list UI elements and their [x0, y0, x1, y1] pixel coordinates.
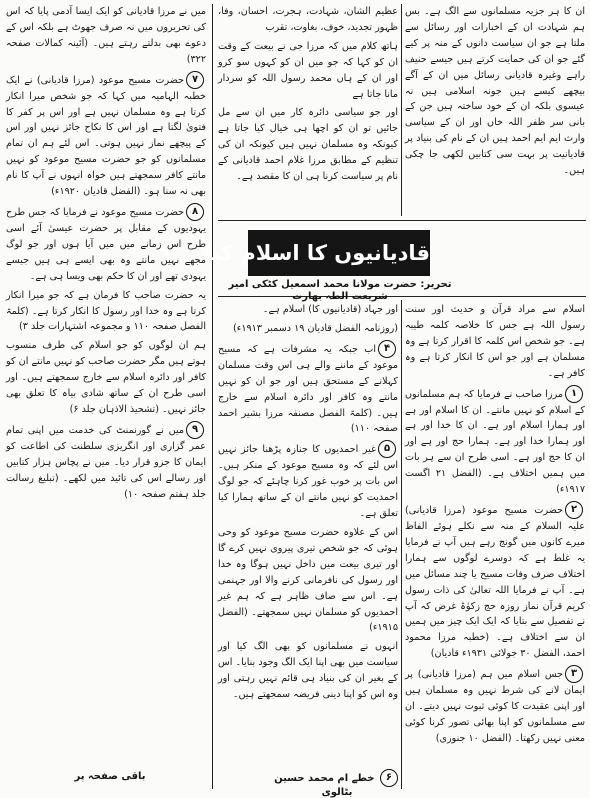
item-number: ۶ — [380, 769, 398, 787]
paragraph: یہ حضرت صاحب کا فرمان ہے کہ جو میرا انکار کرتا ہے وہ خدا اور رسول کا انکار کرتا ہے۔ (کلمۃ الفصل صفحہ ۱۱۰ و مجموعہ اشتہارات جلد ۳) — [6, 289, 206, 333]
item-number: ۹ — [186, 421, 204, 439]
paragraph — [6, 71, 206, 200]
paragraph-text: میں نے گورنمنٹ کی خدمت میں اپنی تمام عمر گزاری اور انگریزی سلطنت کی اطاعت کو ایمان کا جزو قرار دیا۔ میں نے پچاس ہزار کتابیں اور رسالے اس کی تائید میں لکھے۔ (تبلیغ رسالت جلد ہفتم صفحہ ۱۰) — [6, 424, 206, 500]
paragraph — [405, 385, 585, 498]
paragraph: انہوں نے مسلمانوں کو بھی الگ کیا اور سیاست میں بھی اپنا ایک الگ وجود بنایا۔ اس کے بغیر ان کی بنیاد ہی قائم نہیں رہتی اور وہ اس کو اپنا دینی فریضہ سمجھتے ہیں۔ — [218, 641, 398, 701]
paragraph: اور جہاد (قادیانیوں کا) اسلام ہے۔ — [262, 304, 398, 315]
paragraph-text: جس اسلام میں ہم (مرزا قادیانی) پر ایمان لانے کی شرط نہیں وہ مسلمان ہیں اور اپنی عقیدت کا کوئی ثبوت نہیں دیتے۔ ان سے مسلمانوں کو اپنا بھائی تصور کرنا کوئی معنی نہیں رکھتا۔ (الفضل ۱۰ جنوری) — [405, 669, 585, 744]
paragraph-text: غیر احمدیوں کا جنازہ پڑھنا جائز نہیں اس لئے کہ وہ مسیح موعود کے منکر ہیں۔ اس بات پر خوب غور کرنا چاہئے کہ جو لوگ احمدیت کو نہیں مانتے ان کے ساتھ ہمارا کیا تعلق ہے۔ — [218, 444, 398, 520]
headline-banner: قادیانیوں کا اسلام کیا ہے؟ — [248, 230, 430, 276]
column-divider — [401, 300, 402, 789]
article-column-bottom-middle — [218, 302, 398, 764]
item-number: ۲ — [565, 501, 583, 519]
paragraph: ہاتھ کلام میں کہ مرزا جی نے بیعت کے وقت ان کو کہا کہ جو میں ان کو کہوں سو کرو اور ان کے ہاں محمد رسول اللہ کو سردار مانا جاتا ہے — [218, 40, 398, 100]
paragraph: ہم ان لوگوں کو جو اسلام کی طرف منسوب ہوتے ہیں مگر حضرت صاحب کو نہیں مانتے ان کو کافر اور دائرہ اسلام سے خارج سمجھتے ہیں۔ اور اسی طرح ان کے ساتھ شادی بیاہ کا تعلق بھی جائز نہیں۔ (تشحیذ الاذہان جلد ۶) — [6, 340, 206, 415]
paragraph — [218, 440, 398, 522]
column-divider — [212, 4, 213, 789]
article-column-bottom-right — [405, 302, 585, 788]
paragraph-text: اب جبکہ یہ مشرفات ہے کہ مسیح موعود کے ماننے والے ہی اس وقت مسلمان کہلانے کے مستحق ہیں اور جو ان کو نہیں مانتے وہ کافر اور دائرہ اسلام سے خارج ہیں۔ (کلمۃ الفصل مصنفہ مرزا بشیر احمد صفحہ ۱۱۰) — [218, 343, 398, 435]
author-name: خطے ام محمد حسین بٹالوی — [274, 773, 375, 798]
horizontal-rule — [218, 220, 586, 221]
paragraph: اس کے علاوہ حضرت مسیح موعود کو وحی ہوئی کہ جو شخص تیری پیروی نہیں کرے گا اور تیری بیعت میں داخل نہیں ہوگا وہ خدا اور رسول کی نافرمانی کرنے والا اور جہنمی ہے۔ اس سے صاف ظاہر ہے کہ ہم غیر احمدیوں کو مسلمان نہیں سمجھتے۔ (الفضل ۱۹۱۵ء) — [218, 526, 398, 634]
paragraph-text: حضرت مسیح موعود (مرزا قادیانی) علیہ السلام کے منہ سے نکلے ہوئے الفاظ میرے کانوں میں گونج رہے ہیں آپ نے فرمایا یہ غلط ہے کہ دوسرے لوگوں سے ہمارا اختلاف صرف وفات مسیح یا چند مسائل میں ہے۔ آپ نے فرمایا اللہ تعالیٰ کی ذات رسول کریم قرآن نماز روزہ حج زکوٰۃ غرض کہ آپ نے تفصیل سے بتایا کہ ایک ایک چیز میں ہمیں ان سے اختلاف ہے۔ (خطبہ مرزا محمود احمد، الفضل ۳۰ جولائی ۱۹۳۱ء قادیان) — [405, 504, 585, 660]
paragraph: میں نے مرزا قادیانی کو ایک ایسا آدمی پایا کہ اس کی تحریروں میں نہ صرف جھوٹ ہے بلکہ اس کے دعوے بھی بدلتے رہتے ہیں۔ (آئینہ کمالات صفحہ ۳۲۲) — [6, 6, 206, 65]
paragraph — [405, 501, 585, 662]
author-footer — [262, 769, 412, 798]
byline: تحریر: حضرت مولانا محمد اسمعیل کٹکی امیر شریعت الطہ بھارت — [228, 279, 452, 302]
paragraph — [405, 665, 585, 747]
paragraph: اور جو سیاسی دائرہ کار میں ان سے مل جائیں تو ان کو اچھا ہی خیال کیا جاتا ہے کیونکہ وہ مسلمان نہیں ہیں کیونکہ ان کی تنظیم کے مطابق مرزا غلام احمد قادیانی کے نام پر سیاست کرنا ہی ان کا مقصد ہے۔ — [218, 107, 398, 183]
item-number: ۳ — [565, 665, 583, 683]
paragraph: اسلام سے مراد قرآن و حدیث اور سنت رسول اللہ ہے جس کا خلاصہ کلمہ طیبہ ہے۔ جو شخص اس کلمہ کا اقرار کرتا ہے وہ مسلمان ہے اور جو اس کا انکار کرتا ہے وہ کافر ہے۔ — [405, 304, 585, 379]
paragraph-text: مرزا صاحب نے فرمایا کہ ہم مسلمانوں کے اسلام کو نہیں مانتے۔ ان کا اسلام اور ہے اور ہمارا اسلام اور ہے۔ ان کا خدا اور ہے اور ہمارا خدا اور ہے۔ ہمارا حج اور ہے اور ان کا حج اور ہے۔ اسی طرح ان سے ہر بات میں ہمیں اختلاف ہے۔ (الفضل ۲۱ اگست ۱۹۱۷ء) — [405, 388, 585, 496]
paragraph — [218, 340, 398, 438]
column-divider — [401, 4, 402, 216]
continued-note: باقی صفحہ پر — [74, 771, 146, 782]
article-column-top-right — [405, 4, 585, 214]
item-number: ۱ — [565, 385, 583, 403]
item-number: ۷ — [186, 71, 204, 89]
article-column-top-middle — [218, 4, 398, 214]
article-column-left — [6, 4, 206, 770]
paragraph-text: حضرت مسیح موعود (مرزا قادیانی) نے ایک خطبہ الہامیہ میں کہا کہ جو شخص میرا انکار کرتا ہے وہ مسلمان نہیں ہے اور اس پر کفر کا فتویٰ لگتا ہے اور اس کا نکاح جائز نہیں اور اس کے پیچھے نماز نہیں ہوتی۔ اس لئے ہم ان تمام مسلمانوں کو جو حضرت مسیح موعود کو نہیں مانتے کافر سمجھتے ہیں خواہ انہوں نے آپ کا نام بھی نہ سنا ہو۔ (الفضل قادیان ۱۹۲۰ء) — [6, 74, 206, 198]
paragraph-text: حضرت مسیح موعود نے فرمایا کہ جس طرح یہودیوں کے مقابل پر حضرت عیسیٰ آئے اسی طرح اس زمانے میں میں آیا ہوں اور جو لوگ مجھے نہیں مانتے وہ بھی ایسے ہی ہیں جیسے یہودی تھے اور ان کا حکم بھی ویسا ہی ہے۔ — [6, 206, 206, 282]
paragraph — [6, 203, 206, 285]
paragraph — [6, 421, 206, 503]
paragraph: ان کا ہر جزیہ مسلمانوں سے الگ ہے۔ بس ہم شہادت ان کے اخبارات اور رسائل سے ملتا ہے جو ان سیاست دانوں کے منہ پر کیے گئے جو ان کی حمایت کرتے ہیں جیسے حنیف راہے وغیرہ قادیانی رسائل میں ان کے آگے بیچھے کیسے ہیں جونہ اسلامی ہیں نہ عیسوی بلکہ ان کے خود ساختہ ہیں جن کے بانی سر ظفر اللہ خاں اور ان کے سیاسی وارث ایم ایم احمد ہیں ان کے نام کی بنیاد پر قادیانیت پر بہت سی کتابیں لکھی جا چکی ہیں۔ — [405, 6, 585, 177]
item-number: ۵ — [378, 440, 396, 458]
paragraph: عظیم الشان، شہادت، ہجرت، احسان، وفا، ظہور تجدید، خوف، بغاوت، تقرب — [218, 6, 398, 33]
paragraph: (روزنامہ الفضل قادیان ۱۹ دسمبر ۱۹۱۳ء) — [233, 322, 398, 334]
item-number: ۴ — [378, 340, 396, 358]
item-number: ۸ — [186, 203, 204, 221]
